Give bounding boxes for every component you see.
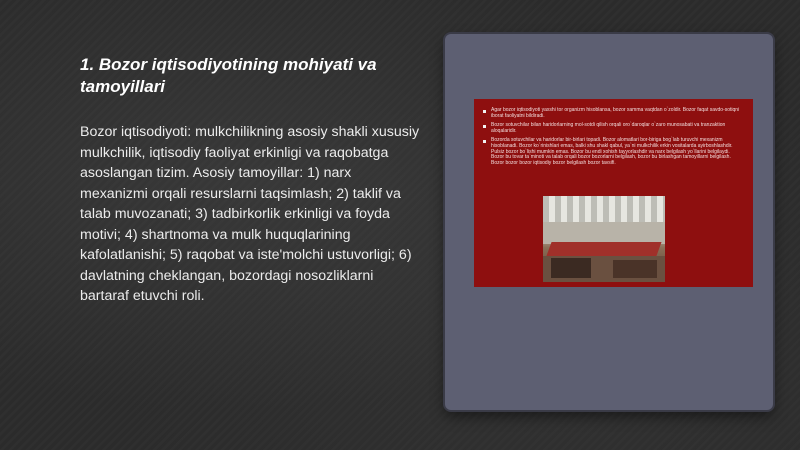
slide-title: 1. Bozor iqtisodiyotining mohiyati va tamoyillari <box>80 55 377 96</box>
embedded-slide-image <box>474 99 753 287</box>
market-hall-photo <box>543 196 665 282</box>
photo-wall <box>543 222 665 244</box>
photo-counter <box>546 242 661 256</box>
embedded-bullet-1: Agar bozor iqtisodiyoti yaxshi tor organizm hisoblansa, bozor xamma vaqtdan o`zoldir. Bozor faqat savdo-sotiqni iborat faoliyatni bildiradi. <box>482 108 744 119</box>
slide-body-text: Bozor iqtisodiyoti: mulkchilikning asosiy shakli xususiy mulkchilik, iqtisodiy faoliyat erkinligi va raqobatga asoslangan tizim. Asosiy tamoyillar: 1) narx mexanizmi orqali resurslarni taqsimlash; 2) taklif va talab muvozanati; 3) tadbirkorlik erkinligi va foyda motivi; 4) shartnoma va mulk huquqlarining kafolatlanishi; 5) raqobat va iste'molchi ustuvorligi; 6) davlatning cheklangan, bozordagi nosozliklarni bartaraf etuvchi roli. <box>80 124 420 304</box>
photo-shadow-left <box>551 258 591 278</box>
embedded-bullet-2: Bozor sotuvchilar bilan haridorlarning mol-sotdi qilish orqali oro`daroqlar o`zaro munosabati va tranzaktion aloqalaridir. <box>482 123 744 134</box>
embedded-bullet-list <box>482 108 744 170</box>
photo-ceiling <box>543 196 665 222</box>
embedded-bullet-3: Bozorda sotuvchilar va haridorlar bir-birlari topadi. Bozor alomatlari bor-biriga bog`lab turuvchi mexanizm hisoblanadi. Bozor ko`rinishlari emas, balki shu shakl qabul, ya`ni mulkchilik erkin vositalarda ayirboshlashdir. Pulsiz bozor bo`lishi mumkin emas. Bozor bu endi xohish tayyorlashdir va narx belgilash yo`llarini belgilaydi. Bozor bu tovar ta`minoti va talab orqali bozor bozorlarni belgilash, bozor bu birlashgan tamoyillarni belgilash. Bozor bozor bozor iqtisodiy bozor belgilash bozor tavsifi. <box>482 138 744 166</box>
photo-shadow-right <box>613 260 657 278</box>
